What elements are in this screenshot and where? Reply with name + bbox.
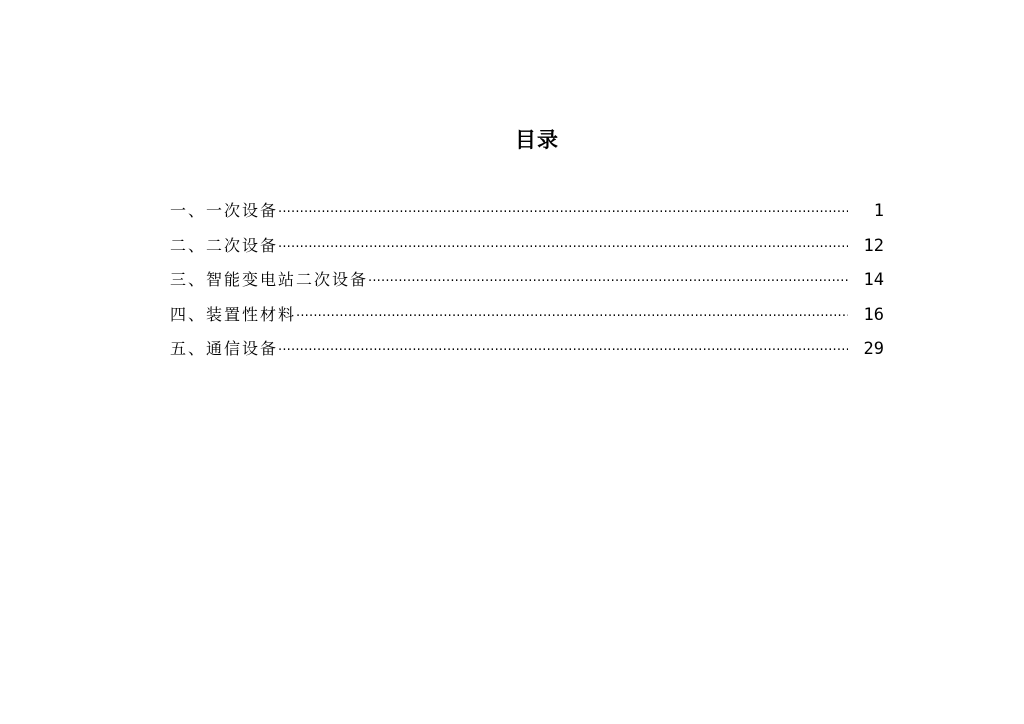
toc-entry-2[interactable]	[170, 231, 884, 266]
dot-leader	[278, 336, 848, 366]
toc-entry-label: 一、一次设备	[170, 201, 279, 220]
toc-entry-5[interactable]	[170, 334, 884, 369]
dot-leader	[278, 233, 848, 263]
dot-leader	[278, 198, 848, 228]
toc-entry-4[interactable]	[170, 300, 884, 335]
toc-entry-3[interactable]	[170, 265, 884, 300]
toc-entry-label: 五、通信设备	[170, 339, 279, 358]
toc-entry-page-number: 14	[863, 270, 884, 290]
toc-entry-page-number: 16	[863, 304, 884, 325]
toc-title: 目录	[515, 128, 559, 152]
toc-entry-label: 四、装置性材料	[170, 304, 297, 324]
toc-list	[170, 196, 884, 369]
dot-leader	[296, 302, 848, 332]
toc-entry-page-number: 12	[863, 235, 884, 256]
toc-entry-1[interactable]	[170, 196, 884, 231]
dot-leader	[368, 267, 848, 297]
toc-entry-page-number: 29	[863, 339, 884, 359]
toc-entry-page-number: 1	[873, 201, 884, 221]
toc-entry-label: 三、智能变电站二次设备	[170, 270, 369, 289]
toc-entry-label: 二、二次设备	[170, 235, 279, 255]
